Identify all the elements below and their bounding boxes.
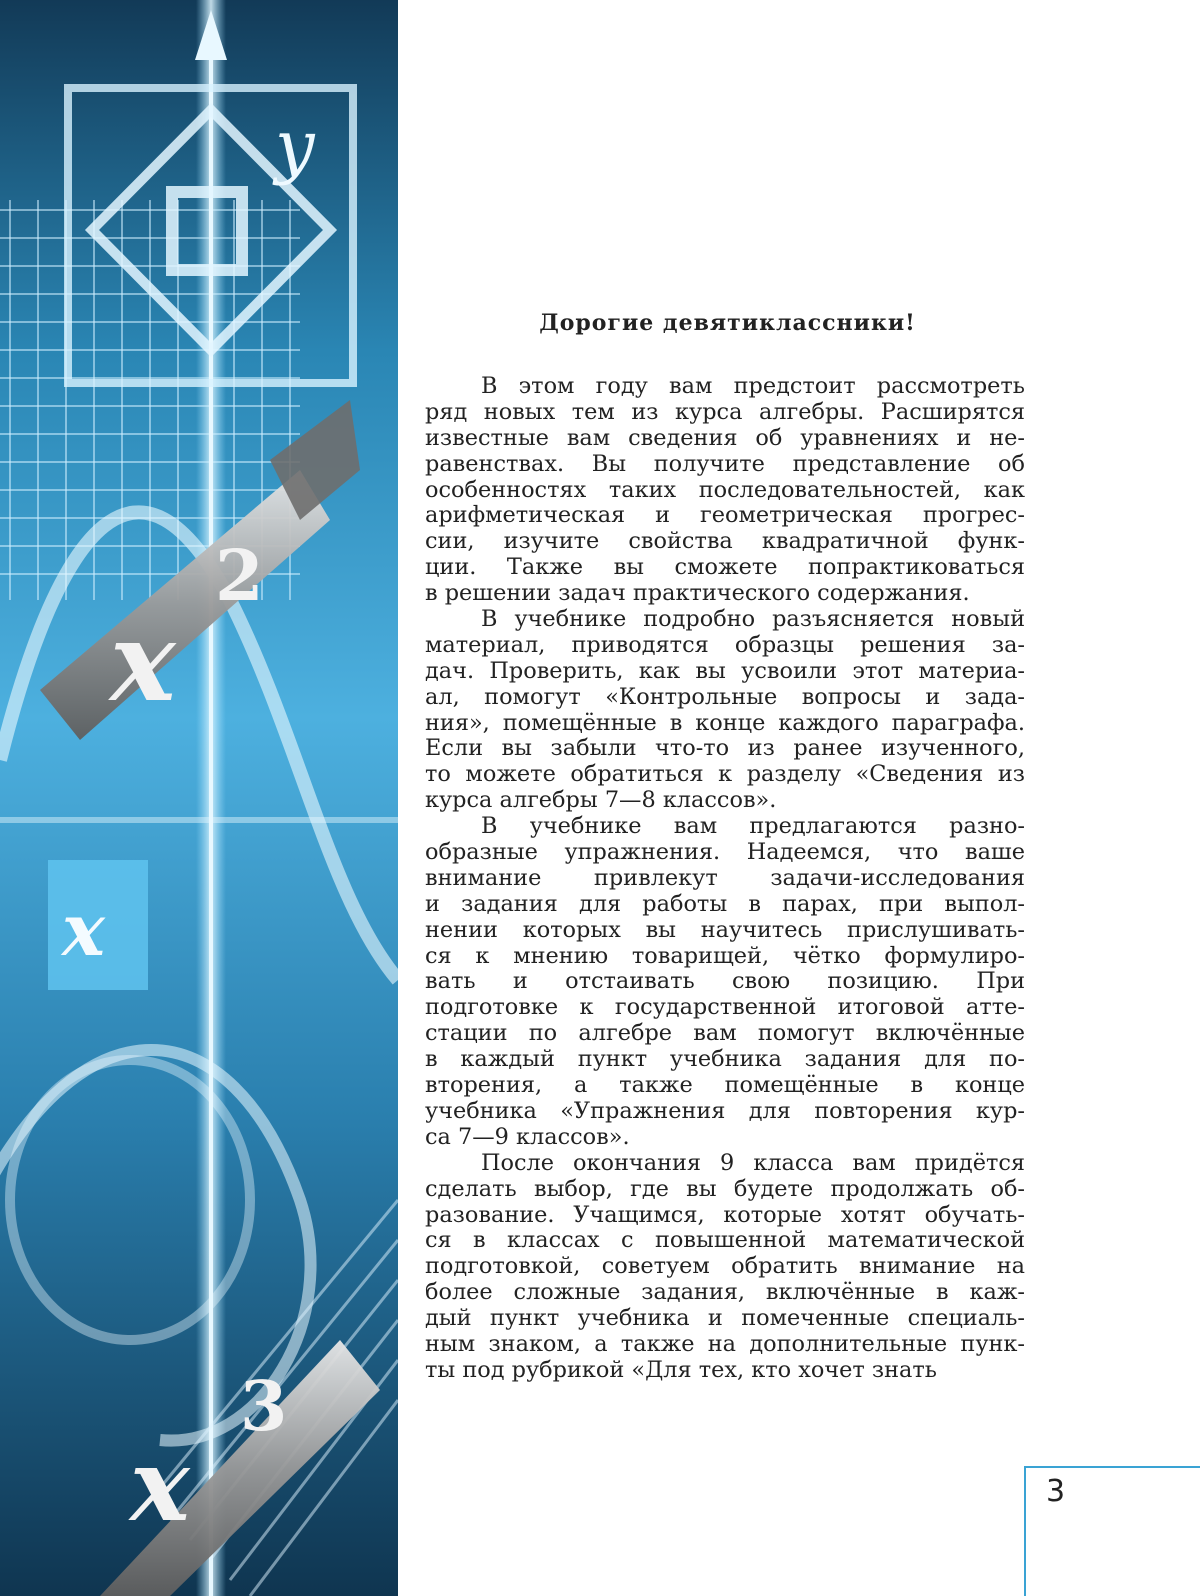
- text-line: особенностях таких последовательностей, как: [425, 476, 1025, 503]
- text-line: ся к мнению товарищей, чётко формулиро-: [425, 942, 1025, 969]
- text-line: учебника «Упражнения для повторения кур-: [425, 1097, 1025, 1124]
- text-line: материал, приводятся образцы решения за-: [425, 631, 1025, 658]
- text-line: дый пункт учебника и помеченные специаль-: [425, 1305, 1025, 1332]
- text-line: са 7—9 классов».: [425, 1123, 630, 1150]
- text-line: нении которых вы научитесь прислушивать-: [425, 916, 1025, 943]
- x2-base-label: x: [110, 597, 176, 726]
- text-line: в каждый пункт учебника задания для по-: [425, 1046, 1025, 1073]
- page-title: Дорогие девятиклассники!: [539, 310, 916, 336]
- text-line: равенствах. Вы получите представление об: [425, 450, 1025, 477]
- text-line: арифметическая и геометрическая прогрес-: [425, 502, 1025, 529]
- text-line: в решении задач практического содержания.: [425, 580, 970, 607]
- text-line: ряд новых тем из курса алгебры. Расширятся: [425, 398, 1025, 425]
- text-line: сии, изучите свойства квадратичной функ-: [425, 528, 1025, 555]
- text-line: подготовкой, советуем обратить внимание на: [425, 1253, 1025, 1280]
- text-line: образные упражнения. Надеемся, что ваше: [425, 839, 1025, 866]
- text-line: подготовке к государственной итоговой атте-: [425, 994, 1025, 1021]
- text-line: более сложные задания, включённые в каж-: [425, 1279, 1025, 1306]
- text-line: Если вы забыли что-то из ранее изученного,: [425, 735, 1025, 762]
- page-number: 3: [1046, 1474, 1066, 1509]
- text-line: дач. Проверить, как вы усвоили этот материа-: [425, 657, 1025, 684]
- x3-power-label: 3: [240, 1367, 288, 1447]
- body-text: [425, 374, 1025, 1384]
- text-line: вать и отстаивать свою позицию. При: [425, 968, 1025, 995]
- text-line: и задания для работы в парах, при выпол-: [425, 890, 1025, 917]
- text-line: ся в классах с повышенной математической: [425, 1227, 1025, 1254]
- text-line: ния», помещённые в конце каждого параграфа.: [425, 709, 1025, 736]
- text-line: сделать выбор, где вы будете продолжать об-: [425, 1175, 1025, 1202]
- x-variable-label: x: [62, 887, 105, 972]
- math-collage-graphic: [0, 0, 398, 1596]
- text-line: курса алгебры 7—8 классов».: [425, 787, 777, 814]
- text-line: стации по алгебре вам помогут включённые: [425, 1020, 1025, 1047]
- text-line: В этом году вам предстоит рассмотреть: [481, 373, 1025, 399]
- text-line: внимание привлекут задачи-исследования: [425, 864, 1025, 891]
- text-line: ты под рубрикой «Для тех, кто хочет знать: [425, 1356, 937, 1383]
- x2-power-label: 2: [215, 534, 264, 617]
- text-line: В учебнике вам предлагаются разно-: [481, 813, 1025, 840]
- y-axis-label: y: [275, 105, 315, 187]
- text-line: вторения, а также помещённые в конце: [425, 1072, 1025, 1099]
- text-line: В учебнике подробно разъясняется новый: [481, 606, 1025, 633]
- text-line: ным знаком, а также на дополнительные пунк-: [425, 1330, 1025, 1357]
- text-line: ал, помогут «Контрольные вопросы и зада-: [425, 683, 1025, 710]
- text-line: ции. Также вы сможете попрактиковаться: [425, 554, 1025, 581]
- text-line: то можете обратиться к разделу «Сведения из: [425, 761, 1025, 788]
- x-cubed-scroll: [100, 1340, 380, 1596]
- text-line: известные вам сведения об уравнениях и не-: [425, 424, 1025, 451]
- text-line: После окончания 9 класса вам придётся: [481, 1149, 1025, 1176]
- text-line: разование. Учащимся, которые хотят обучать-: [425, 1201, 1025, 1228]
- x3-base-label: x: [130, 1426, 190, 1544]
- decorative-math-illustration: [0, 0, 398, 1596]
